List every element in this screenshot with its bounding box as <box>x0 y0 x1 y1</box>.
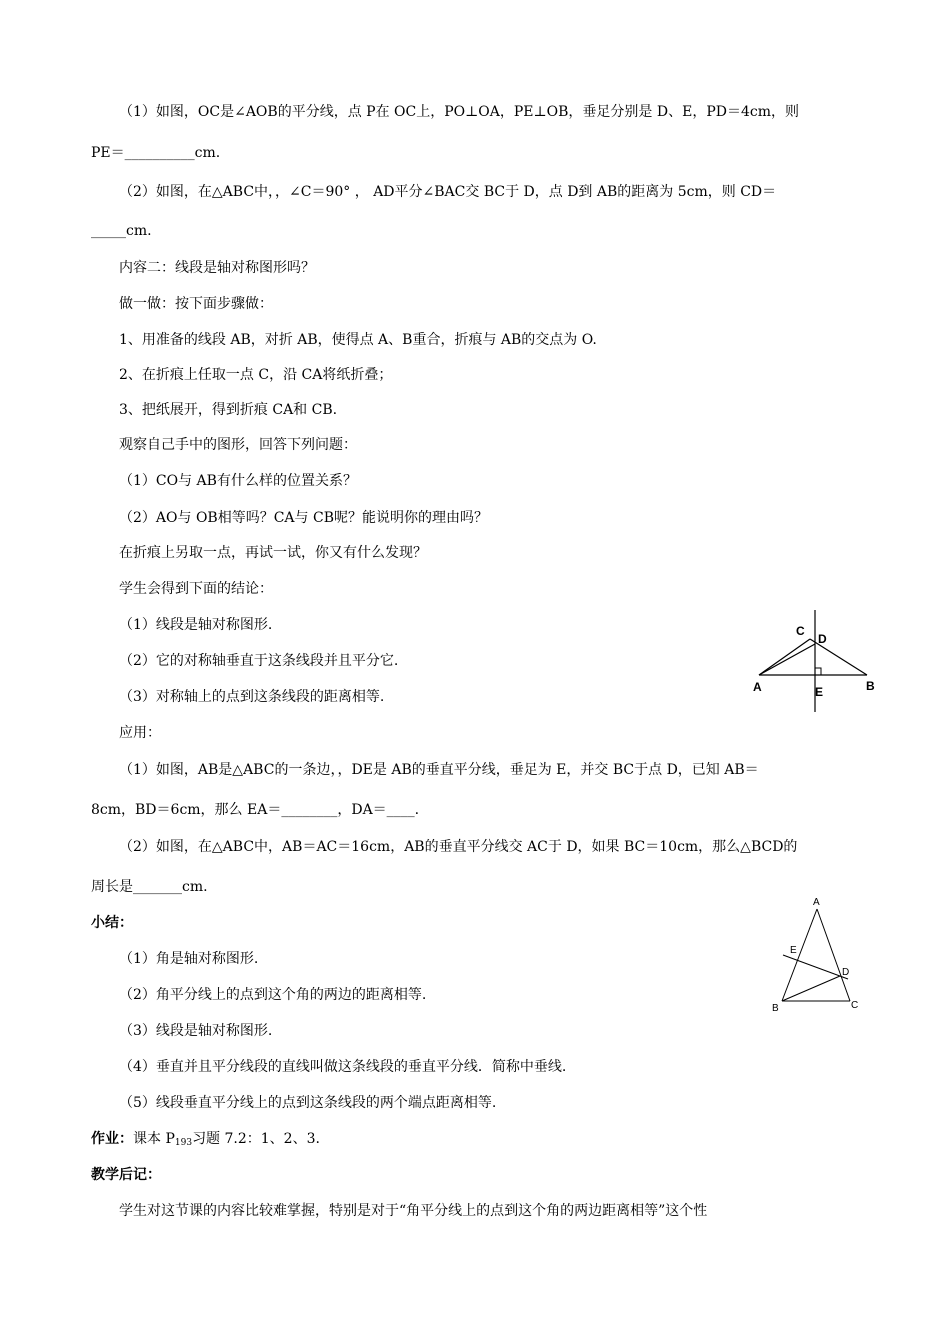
fig2-label-E: E <box>790 945 797 956</box>
text-line: （2）AO与 OB相等吗？CA与 CB呢？能说明你的理由吗？ <box>119 510 488 526</box>
fig1-label-E: E <box>815 685 824 699</box>
text-line: （2）它的对称轴垂直于这条线段并且平分它. <box>119 653 399 669</box>
fig1-right-angle-mark <box>815 668 821 675</box>
text-line: （1）线段是轴对称图形. <box>119 617 273 633</box>
text-line: 做一做：按下面步骤做： <box>119 296 273 312</box>
section-heading: 小结： <box>91 915 133 931</box>
fig1-segment-DA <box>759 644 815 675</box>
fig2-side-AC <box>817 909 850 1001</box>
homework-label: 作业： <box>91 1131 133 1147</box>
text-line: （2）如图，在△ABC中，AB＝AC＝16cm，AB的垂直平分线交 AC于 D，如果 BC＝10cm，那么△BCD的 <box>119 839 798 855</box>
text-line: （1）角是轴对称图形. <box>119 951 259 967</box>
text-line: 3、把纸展开，得到折痕 CA和 CB. <box>119 402 338 418</box>
text-line: 观察自己手中的图形，回答下列问题： <box>119 437 357 453</box>
section-heading: 教学后记： <box>91 1167 161 1183</box>
fig1-segment-CA <box>759 639 810 675</box>
text-line: （1）CO与 AB有什么样的位置关系？ <box>119 473 357 489</box>
homework-text: 习题 7.2：1、2、3. <box>192 1131 320 1147</box>
text-line: （3）对称轴上的点到这条线段的距离相等. <box>119 689 385 705</box>
text-line: （5）线段垂直平分线上的点到这条线段的两个端点距离相等. <box>119 1095 497 1111</box>
figure-perpendicular-bisector <box>745 605 885 715</box>
homework-page-subscript: 193 <box>174 1138 193 1148</box>
section-heading: 内容二：线段是轴对称图形吗？ <box>119 260 315 276</box>
text-line: （1）如图，OC是∠AOB的平分线，点 P在 OC上，PO⊥OA，PE⊥OB，垂足分别是 D、E，PD＝4cm，则 <box>119 104 799 120</box>
text-line: （2）如图，在△ABC中，，∠C＝90° ， AD平分∠BAC交 BC于 D，点 D到 AB的距离为 5cm，则 CD＝ <box>119 184 777 200</box>
text-line: （1）如图，AB是△ABC的一条边，，DE是 AB的垂直平分线，垂足为 E，并交 BC于点 D，已知 AB＝ <box>119 762 759 778</box>
text-line: 1、用准备的线段 AB，对折 AB，使得点 A、B重合，折痕与 AB的交点为 O. <box>119 332 597 348</box>
text-line: （3）线段是轴对称图形. <box>119 1023 273 1039</box>
fig1-label-A: A <box>753 680 762 694</box>
text-line: _____cm. <box>91 223 152 239</box>
fig2-label-A: A <box>813 897 820 908</box>
fig2-label-B: B <box>772 1003 779 1014</box>
fig2-label-D: D <box>842 967 850 978</box>
fig1-label-C: C <box>796 624 805 638</box>
fig2-segment-BD <box>782 976 840 1001</box>
text-line: 在折痕上另取一点，再试一试，你又有什么发现？ <box>119 545 427 561</box>
text-line: 学生对这节课的内容比较难掌握，特别是对于“角平分线上的点到这个角的两边距离相等”这个性 <box>119 1203 708 1219</box>
fig2-side-AB <box>782 909 817 1001</box>
text-line: 学生会得到下面的结论： <box>119 581 273 597</box>
text-line: 2、在折痕上任取一点 C，沿 CA将纸折叠； <box>119 367 393 383</box>
text-line: （2）角平分线上的点到这个角的两边的距离相等. <box>119 987 427 1003</box>
homework-line <box>91 1129 320 1153</box>
fig2-label-C: C <box>851 1000 859 1011</box>
fig1-label-D: D <box>818 632 827 646</box>
text-line: 8cm，BD＝6cm，那么 EA＝________，DA＝____. <box>91 802 420 818</box>
text-line: 应用： <box>119 725 161 741</box>
text-line: （4）垂直并且平分线段的直线叫做这条线段的垂直平分线．简称中垂线. <box>119 1059 567 1075</box>
figure-isosceles-triangle <box>765 895 865 1020</box>
text-line: PE＝__________cm. <box>91 145 221 161</box>
text-line: 周长是_______cm. <box>91 879 208 895</box>
homework-text: 课本 P <box>133 1131 175 1147</box>
fig1-label-B: B <box>866 679 875 693</box>
